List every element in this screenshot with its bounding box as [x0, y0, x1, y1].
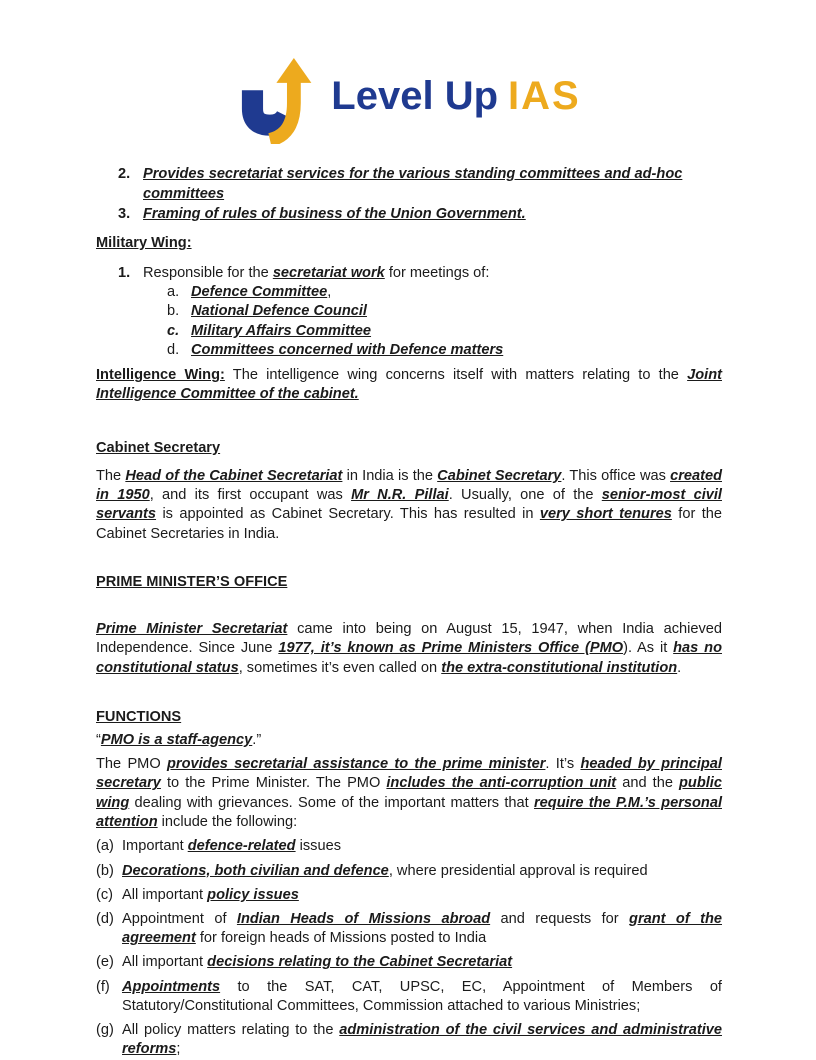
emphasized-text: the extra-constitutional institution	[441, 659, 678, 676]
text-segment: ,	[327, 284, 332, 300]
functions-lettered-list	[96, 837, 722, 1059]
item-text	[122, 887, 299, 903]
text-segment: in India is the	[342, 467, 438, 484]
item-marker: b.	[167, 303, 180, 320]
emphasized-text: 1977, it’s known as Prime Ministers Office (PMO	[278, 640, 624, 657]
brand-name-text: Level Up	[331, 74, 499, 118]
emphasized-text: require the P.M.’s personal attention	[96, 794, 722, 831]
emphasized-text: Joint Intelligence Committee of the cabinet.	[96, 367, 722, 403]
text-segment: is appointed as Cabinet Secretary. This has resulted in	[156, 506, 540, 523]
list-item	[96, 886, 722, 905]
emphasized-text: Decorations, both civilian and defence	[122, 862, 389, 879]
item-text	[191, 323, 371, 339]
text-segment: and requests for	[490, 910, 630, 927]
text-segment: Appointment of	[122, 910, 237, 927]
pmo-paragraph	[96, 620, 722, 678]
text-segment: The	[96, 467, 126, 484]
text-segment: , sometimes it’s even called on	[238, 659, 442, 676]
brand-wordmark	[331, 76, 580, 116]
emphasized-text: administration of the civil services and administrative reforms	[122, 1022, 722, 1058]
item-marker: (d)	[96, 910, 114, 927]
list-item	[96, 204, 722, 224]
text-segment: for the Cabinet Secretaries in India.	[96, 506, 722, 542]
item-text	[191, 284, 331, 300]
emphasized-text: Committees concerned with Defence matters	[191, 341, 504, 358]
list-item	[96, 322, 722, 341]
item-marker: 1.	[118, 265, 131, 281]
heading-colon: :	[186, 235, 192, 251]
item-text	[122, 954, 512, 970]
functions-quote	[96, 731, 722, 750]
item-marker: (a)	[96, 838, 114, 855]
emphasized-text: Defence Committee	[191, 284, 328, 300]
emphasized-text: created in 1950	[96, 467, 722, 504]
item-text	[191, 303, 367, 319]
level-up-logo-icon	[235, 54, 327, 144]
emphasized-text: senior-most civil servants	[96, 487, 722, 523]
emphasized-text: Framing of rules of business of the Union Government.	[143, 206, 526, 222]
text-segment: . Usually, one of the	[448, 487, 602, 504]
text-segment: Important	[122, 838, 188, 855]
item-marker: (f)	[96, 978, 110, 995]
text-segment: to the Prime Minister. The PMO	[160, 775, 387, 792]
cabinet-secretary-paragraph	[96, 467, 722, 544]
intelligence-wing-paragraph	[96, 366, 722, 405]
text-segment: ). As it	[623, 640, 674, 657]
pmo-heading: PRIME MINISTER’S OFFICE	[96, 573, 288, 590]
functions-paragraph	[96, 755, 722, 832]
emphasized-text: Mr N.R. Pillai	[351, 487, 449, 504]
item-text	[122, 863, 648, 879]
text-segment: .	[677, 659, 682, 676]
emphasized-text: Intelligence Wing:	[96, 367, 225, 384]
emphasized-text: public wing	[96, 775, 722, 811]
item-text	[122, 838, 341, 854]
text-segment: issues	[295, 838, 341, 855]
text-segment: “	[96, 731, 101, 748]
item-marker: (g)	[96, 1022, 114, 1039]
cabinet-secretary-heading: Cabinet Secretary	[96, 439, 221, 456]
text-segment: All important	[122, 954, 208, 971]
text-segment: and the	[616, 775, 679, 792]
list-item	[96, 341, 722, 360]
item-text	[122, 911, 722, 946]
emphasized-text: headed by principal secretary	[96, 756, 722, 792]
text-segment: All important	[122, 886, 208, 903]
emphasized-text: defence-related	[187, 838, 296, 855]
document-body	[0, 164, 816, 1060]
item-text	[143, 265, 489, 281]
brand-logo	[0, 0, 816, 142]
list-item	[96, 837, 722, 856]
emphasized-text: has no constitutional status	[96, 640, 722, 676]
emphasized-text: includes the anti-corruption unit	[386, 775, 617, 792]
emphasized-text: Prime Minister Secretariat	[96, 620, 288, 637]
list-item	[96, 953, 722, 972]
emphasized-text: very short tenures	[539, 506, 672, 523]
item-text	[143, 166, 682, 202]
text-segment: for foreign heads of Missions posted to India	[195, 930, 487, 947]
text-segment: to the SAT, CAT, UPSC, EC, Appointment of Members of Statutory/Constitutional Committees, Commission attached to various Ministries;	[122, 978, 722, 1014]
emphasized-text: Appointments	[122, 978, 221, 995]
item-text	[143, 206, 526, 222]
emphasized-text: PMO is a staff-agency	[100, 731, 253, 748]
emphasized-text: Provides secretariat services for the various standing committees and ad-hoc committees	[143, 166, 683, 202]
item-marker: a.	[167, 284, 180, 300]
text-segment: dealing with grievances. Some of the important matters that	[129, 794, 534, 811]
list-item	[96, 283, 722, 302]
item-marker: d.	[167, 341, 180, 358]
emphasized-text: Indian Heads of Missions abroad	[236, 910, 491, 927]
item-marker: (e)	[96, 954, 114, 971]
emphasized-text: secretariat work	[272, 265, 385, 281]
text-segment: The intelligence wing concerns itself with matters relating to the	[224, 367, 688, 384]
emphasized-text: provides secretarial assistance to the prime minister	[166, 756, 546, 773]
text-segment: . This office was	[561, 467, 671, 484]
item-marker: (b)	[96, 862, 114, 879]
item-marker: (c)	[96, 886, 114, 903]
emphasized-text: decisions relating to the Cabinet Secretariat	[207, 954, 513, 971]
text-segment: include the following:	[157, 814, 298, 831]
text-segment: , where presidential approval is required	[388, 862, 648, 879]
item-text	[122, 1022, 722, 1057]
list-item	[96, 1021, 722, 1060]
brand-suffix-text: IAS	[508, 74, 581, 118]
text-segment: The PMO	[96, 756, 167, 773]
list-item	[96, 978, 722, 1017]
military-wing-heading	[96, 233, 722, 253]
text-segment: for meetings of:	[384, 265, 490, 281]
text-segment: .”	[252, 731, 262, 748]
functions-heading: FUNCTIONS	[96, 708, 182, 725]
item-text	[191, 342, 503, 358]
emphasized-text: National Defence Council	[191, 303, 367, 320]
list-item	[96, 263, 722, 283]
item-text	[122, 979, 722, 1014]
emphasized-text: Military Affairs Committee	[191, 322, 372, 339]
list-item	[96, 302, 722, 321]
emphasized-text: grant of the agreement	[122, 910, 722, 947]
emphasized-text: policy issues	[207, 886, 299, 903]
top-numbered-list	[96, 164, 722, 224]
item-marker: 2.	[118, 166, 131, 182]
military-wing-heading-text: Military Wing	[96, 235, 187, 251]
list-item	[96, 862, 722, 881]
item-marker: c.	[167, 322, 180, 339]
text-segment: ;	[176, 1041, 181, 1058]
list-item	[96, 164, 722, 204]
text-segment: Responsible for the	[143, 265, 273, 281]
military-sub-list	[96, 283, 722, 360]
text-segment: came into being on August 15, 1947, when India achieved Independence. Since June	[96, 620, 723, 657]
text-segment: , and its first occupant was	[149, 487, 352, 504]
emphasized-text: Cabinet Secretary	[437, 467, 562, 484]
text-segment: . It’s	[545, 756, 581, 773]
emphasized-text: Head of the Cabinet Secretariat	[125, 467, 343, 484]
item-marker: 3.	[118, 206, 131, 222]
text-segment: All policy matters relating to the	[122, 1022, 340, 1039]
list-item	[96, 910, 722, 949]
